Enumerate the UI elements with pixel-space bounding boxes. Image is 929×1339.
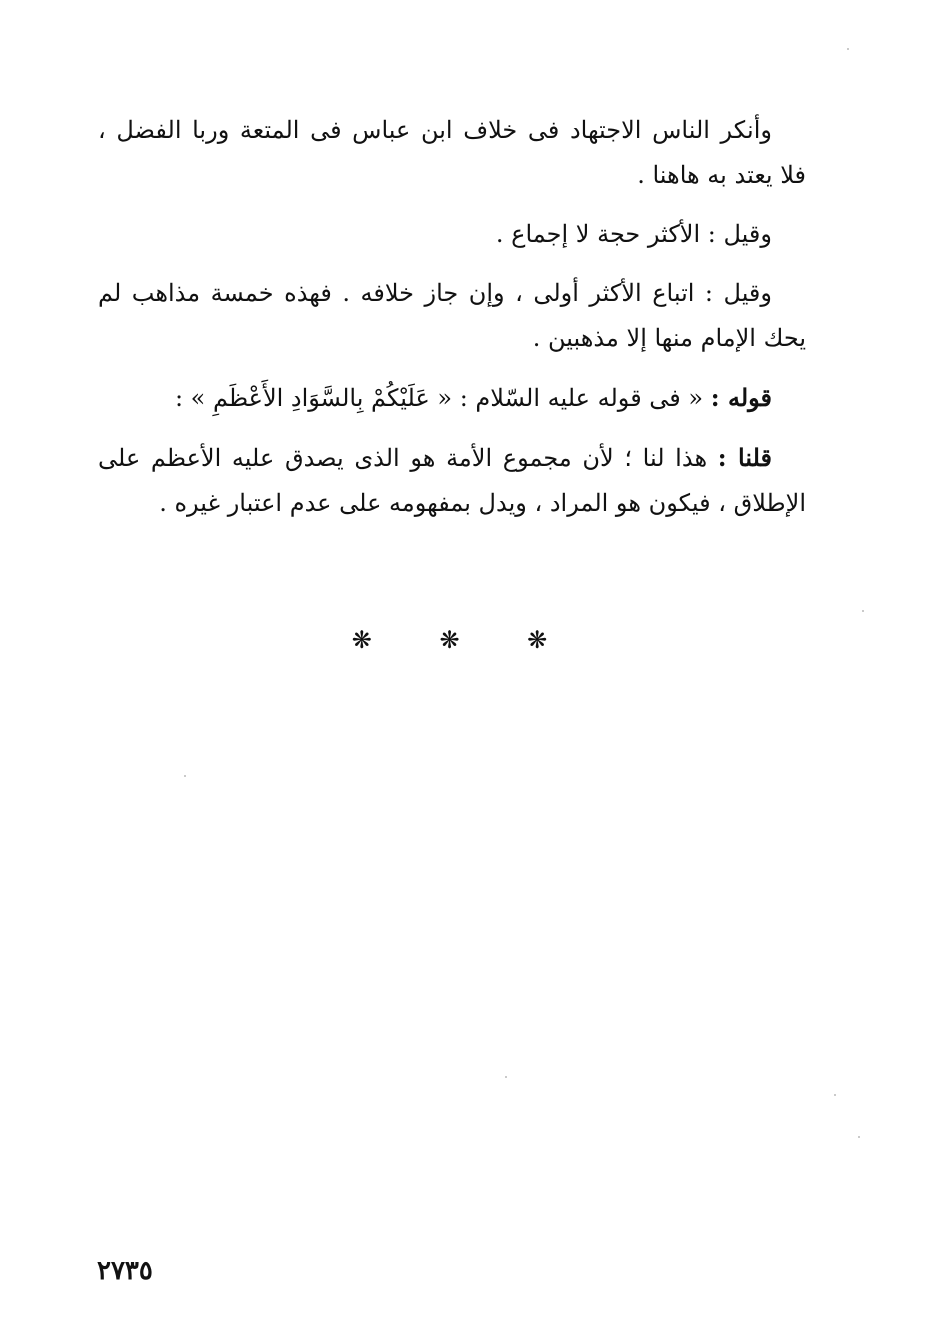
paragraph-5-lead: قلنا : xyxy=(717,443,772,472)
paragraph-5-text: هذا لنا ؛ لأن مجموع الأمة هو الذى يصدق عليه الأعظم على الإطلاق ، فيكون هو المراد ، ويدل بمفهومه على عدم اعتبار غيره . xyxy=(98,444,806,517)
page-number: ٢٧٣٥ xyxy=(97,1256,153,1286)
scan-speck xyxy=(184,775,186,777)
paragraph-5 xyxy=(98,435,806,526)
scan-speck xyxy=(505,1076,507,1078)
main-text-block xyxy=(98,108,806,540)
paragraph-4 xyxy=(98,375,806,421)
section-separator: ❋ ❋ ❋ xyxy=(351,626,578,654)
scan-speck xyxy=(858,1136,860,1138)
scan-speck xyxy=(847,48,849,50)
scan-speck xyxy=(862,610,864,612)
paragraph-4-text: « فى قوله عليه السّلام : « عَلَيْكُمْ بِالسَّوَادِ الأَعْظَمِ » : xyxy=(174,384,704,412)
paragraph-2: وقيل : الأكثر حجة لا إجماع . xyxy=(495,220,772,248)
scan-speck xyxy=(834,1094,836,1096)
paragraph-1: وأنكر الناس الاجتهاد فى خلاف ابن عباس فى المتعة وربا الفضل ، فلا يعتد به هاهنا . xyxy=(98,116,806,189)
paragraph-4-lead: قوله : xyxy=(710,383,772,412)
paragraph-3: وقيل : اتباع الأكثر أولى ، وإن جاز خلافه . فهذه خمسة مذاهب لم يحك الإمام منها إلا مذهبين . xyxy=(98,279,806,352)
